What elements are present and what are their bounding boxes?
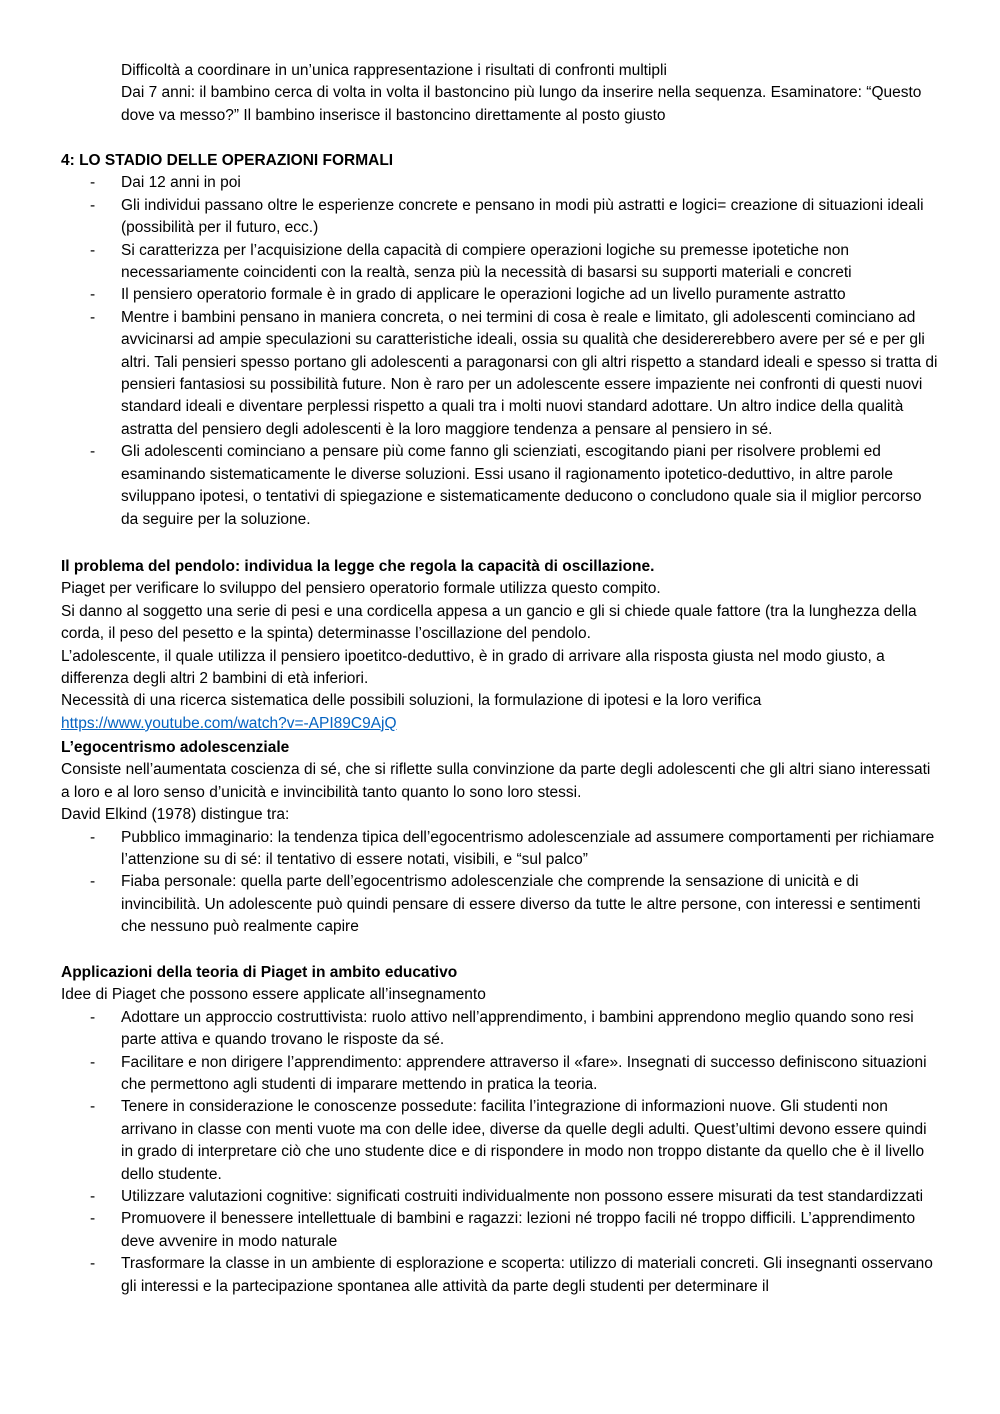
intro-block [121,60,941,127]
paragraph: Necessità di una ricerca sistematica delle possibili soluzioni, la formulazione di ipotesi e la loro verifica [61,692,762,710]
paragraph: Consiste nell’aumentata coscienza di sé, che si riflette sulla convinzione da parte degli adolescenti che gli altri siano interessati a loro e al loro senso d’unicità e invincibilità tanto quanto lo sono loro stessi. [61,761,931,801]
list-item: - Mentre i bambini pensano in maniera concreta, o nei termini di cosa è reale e limitato, gli adolescenti cominciano ad avvicinarsi ad ampie speculazioni su caratteristiche ideali, ossia su qualità che desidererebbero avere per sé e per gli altri. Tali pensieri spesso portano gli adolescenti a paragonarsi con gli altri rispetto a standard ideali e spesso si tratta di pensieri fantasiosi su possibilità future. Non è raro per un adolescente essere impaziente nei confronti di questi nuovi standard ideali e diventare perplessi rispetto a quali tra i molti nuovi standard adottare. Un altro indice della qualità astratta del pensiero degli adolescenti è la loro maggiore tendenza a pensare al pensiero in sé. [61,307,941,441]
list-item: - Gli adolescenti cominciano a pensare più come fanno gli scienziati, escogitando piani per risolvere problemi ed esaminando sistematicamente le diverse soluzioni. Essi usano il ragionamento ipotetico-deduttivo, in altre parole sviluppano ipotesi, o tentativi di spiegazione e sistematicamente deducono o concludono quale sia il miglior percorso da seguire per la soluzione. [61,441,941,531]
paragraph: David Elkind (1978) distingue tra: [61,806,290,824]
list-item: - Adottare un approccio costruttivista: ruolo attivo nell’apprendimento, i bambini apprendono meglio quando sono resi parte attiva e quando trovano le risposte da sé. [61,1007,941,1052]
applications-heading: Applicazioni della teoria di Piaget in ambito educativo [61,964,458,981]
egocentrism-section [61,737,941,939]
stage4-heading: 4: LO STADIO DELLE OPERAZIONI FORMALI [61,152,394,169]
youtube-link[interactable]: https://www.youtube.com/watch?v=-API89C9AjQ [61,714,397,732]
intro-line: Difficoltà a coordinare in un’unica rappresentazione i risultati di confronti multipli [121,62,667,79]
list-item: - Promuovere il benessere intellettuale di bambini e ragazzi: lezioni né troppo facili né troppo difficili. L’apprendimento deve avvenire in modo naturale [61,1208,941,1253]
list-item: - Gli individui passano oltre le esperienze concrete e pensano in modi più astratti e logici= creazione di situazioni ideali (possibilità per il futuro, ecc.) [61,195,941,240]
paragraph: L’adolescente, il quale utilizza il pensiero ipoetitco-deduttivo, è in grado di arrivare alla risposta giusta nel modo giusto, a differenza degli altri 2 bambini di età inferiori. [61,647,885,688]
list-item: - Dai 12 anni in poi [61,172,941,194]
list-item: - Il pensiero operatorio formale è in grado di applicare le operazioni logiche ad un livello puramente astratto [61,284,941,306]
paragraph: Si danno al soggetto una serie di pesi e una cordicella appesa a un gancio e gli si chiede quale fattore (tra la lunghezza della corda, il peso del pesetto e la spinta) determinasse l’oscillazione del pendolo. [61,602,917,643]
list-item: - Fiaba personale: quella parte dell’egocentrismo adolescenziale che comprende la sensazione di unicità e di invincibilità. Un adolescente può quindi pensare di essere diverso da tutte le altre persone, con interessi e sentimenti che nessuno può realmente capire [61,871,941,938]
list-item: - Utilizzare valutazioni cognitive: significati costruiti individualmente non possono essere misurati da test standardizzati [61,1186,941,1208]
egocentrism-heading: L’egocentrismo adolescenziale [61,739,290,756]
list-item: - Si caratterizza per l’acquisizione della capacità di compiere operazioni logiche su premesse ipotetiche non necessariamente coincidenti con la realtà, senza più la necessità di basarsi su supporti materiali e concreti [61,240,941,285]
egocentrism-list [61,827,941,939]
list-item: - Facilitare e non dirigere l’apprendimento: apprendere attraverso il «fare». Insegnati di successo definiscono situazioni che permettono agli studenti di imparare mettendo in pratica la teoria. [61,1052,941,1097]
list-item: - Pubblico immaginario: la tendenza tipica dell’egocentrismo adolescenziale ad assumere comportamenti per richiamare l’attenzione su di sé: il tentativo di essere notati, visibili, e “sul palco” [61,827,941,872]
intro-line: Dai 7 anni: il bambino cerca di volta in volta il bastoncino più lungo da inserire nella sequenza. Esaminatore: “Questo dove va messo?” Il bambino inserisce il bastoncino direttamente al posto giusto [121,84,922,124]
list-item: - Tenere in considerazione le conoscenze possedute: facilita l’integrazione di informazioni nuove. Gli studenti non arrivano in classe con menti vuote ma con delle idee, diverse da quelle degli adulti. Quest’ultimi devono essere quindi in grado di interpretare ciò che uno studente dice e di rispondere in modo non troppo distante da quello che è il livello dello studente. [61,1096,941,1186]
pendulum-heading: Il problema del pendolo: individua la legge che regola la capacità di oscillazione. [61,558,655,575]
applications-section [61,962,941,1298]
applications-list [61,1007,941,1298]
stage4-list [61,172,941,531]
paragraph: Idee di Piaget che possono essere applicate all’insegnamento [61,986,486,1004]
list-item: - Trasformare la classe in un ambiente di esplorazione e scoperta: utilizzo di materiali concreti. Gli insegnanti osservano gli interessi e la partecipazione spontanea alle attività da parte degli studenti per determinare il [61,1253,941,1298]
stage4-section [61,150,941,531]
paragraph: Piaget per verificare lo sviluppo del pensiero operatorio formale utilizza questo compito. [61,580,661,598]
pendulum-section [61,556,941,735]
